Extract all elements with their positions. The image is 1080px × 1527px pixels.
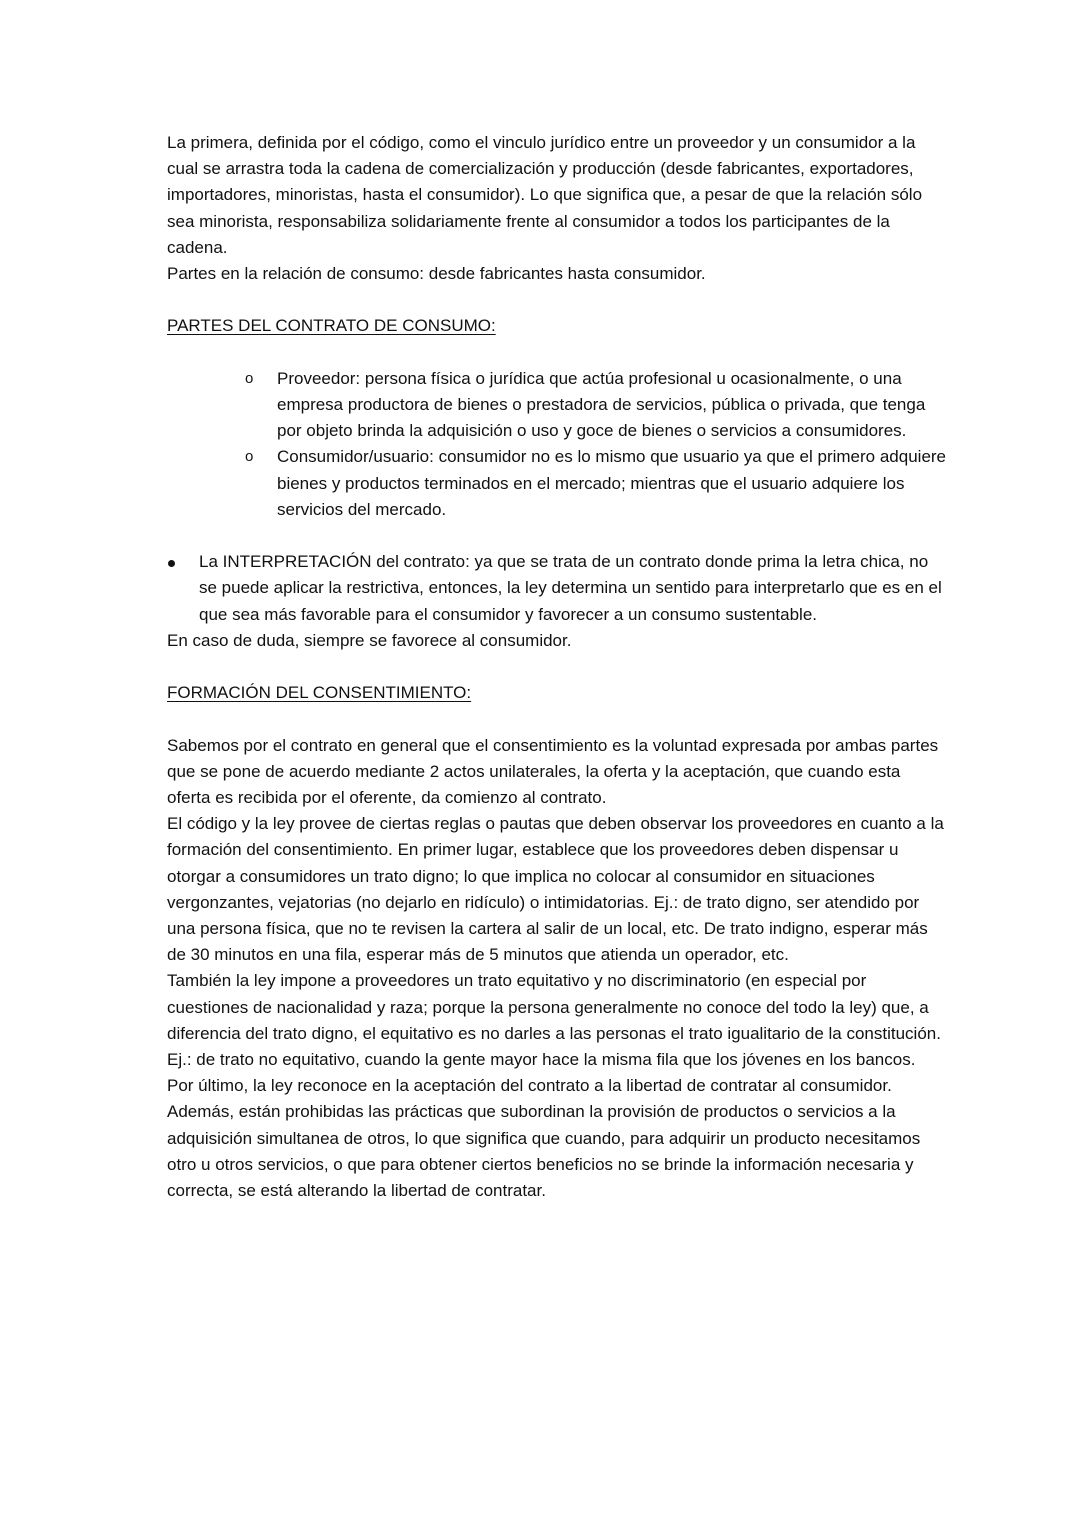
- bullet-icon: [168, 560, 175, 567]
- hollow-bullet-icon: o: [245, 369, 254, 387]
- spacer: [167, 287, 947, 313]
- list-item: [199, 549, 947, 628]
- list-item: [245, 444, 947, 523]
- consent-paragraph: Sabemos por el contrato en general que el consentimiento es la voluntad expresada por ambas partes que se pone de acuerdo mediante 2 actos unilaterales, la oferta y la aceptación, que cuando esta oferta es recibida por el oferente, da comienzo al contrato.: [167, 735, 939, 807]
- spacer: [167, 654, 947, 680]
- consent-paragraph: El código y la ley provee de ciertas reglas o pautas que deben observar los proveedores en cuanto a la formación del consentimiento. En primer lugar, establece que los proveedores deben dispensar u otorgar a consumidores un trato digno; lo que implica no colocar al consumidor en situaciones vergonzantes, vejatorias (no dejarlo en ridículo) o intimidatorias. Ej.: de trato digno, ser atendido por una persona física, que no te revisen la cartera al salir de un local, etc. De trato indigno, esperar más de 30 minutos en una fila, esperar más de 5 minutos que atienda un operador, etc.: [167, 814, 944, 965]
- list-item: [245, 366, 947, 445]
- list-item-text: Consumidor/usuario: consumidor no es lo mismo que usuario ya que el primero adquiere bienes y productos terminados en el mercado; mientras que el usuario adquiere los servicios del mercado.: [277, 447, 947, 519]
- document-page: [167, 130, 947, 1204]
- doubt-line: En caso de duda, siempre se favorece al consumidor.: [167, 630, 572, 650]
- consent-paragraph: Por último, la ley reconoce en la aceptación del contrato a la libertad de contratar al consumidor. Además, están prohibidas las prácticas que subordinan la provisión de productos o servicios a la adquisición simultanea de otros, lo que significa que cuando, para adquirir un producto necesitamos otro u otros servicios, o que para obtener ciertos beneficios no se brinde la información necesaria y correcta, se está alterando la libertad de contratar.: [167, 1076, 921, 1201]
- parts-line: Partes en la relación de consumo: desde fabricantes hasta consumidor.: [167, 264, 706, 284]
- spacer: [167, 706, 947, 732]
- consent-paragraph: También la ley impone a proveedores un trato equitativo y no discriminatorio (en especial por cuestiones de nacionalidad y raza; porque la persona generalmente no conoce del todo la ley) que, a diferencia del trato digno, el equitativo es no darles a las personas el trato igualitario de la constitución. Ej.: de trato no equitativo, cuando la gente mayor hace la misma fila que los jóvenes en los bancos.: [167, 971, 941, 1070]
- intro-paragraph: La primera, definida por el código, como el vinculo jurídico entre un proveedor y un consumidor a la cual se arrastra toda la cadena de comercialización y producción (desde fabricantes, exportadores, importadores, minoristas, hasta el consumidor). Lo que significa que, a pesar de que la relación sólo sea minorista, responsabiliza solidariamente frente al consumidor a todos los participantes de la cadena.: [167, 133, 923, 257]
- list-item-text: Proveedor: persona física o jurídica que actúa profesional u ocasionalmente, o una empresa productora de bienes o prestadora de servicios, pública o privada, que tenga por objeto brinda la adquisición o uso y goce de bienes o servicios a consumidores.: [277, 368, 926, 441]
- section-heading-parts: PARTES DEL CONTRATO DE CONSUMO:: [167, 316, 496, 336]
- interpretation-list: [167, 549, 947, 628]
- hollow-bullet-icon: o: [245, 448, 254, 466]
- list-item-text: La INTERPRETACIÓN del contrato: ya que se trata de un contrato donde prima la letra chica, no se puede aplicar la restrictiva, entonces, la ley determina un sentido para interpretarlo que es en el que sea más favorable para el consumidor y favorecer a un consumo sustentable.: [199, 552, 942, 624]
- spacer: [167, 523, 947, 549]
- spacer: [167, 340, 947, 366]
- section-heading-consent: FORMACIÓN DEL CONSENTIMIENTO:: [167, 683, 472, 703]
- parts-list: [167, 366, 947, 523]
